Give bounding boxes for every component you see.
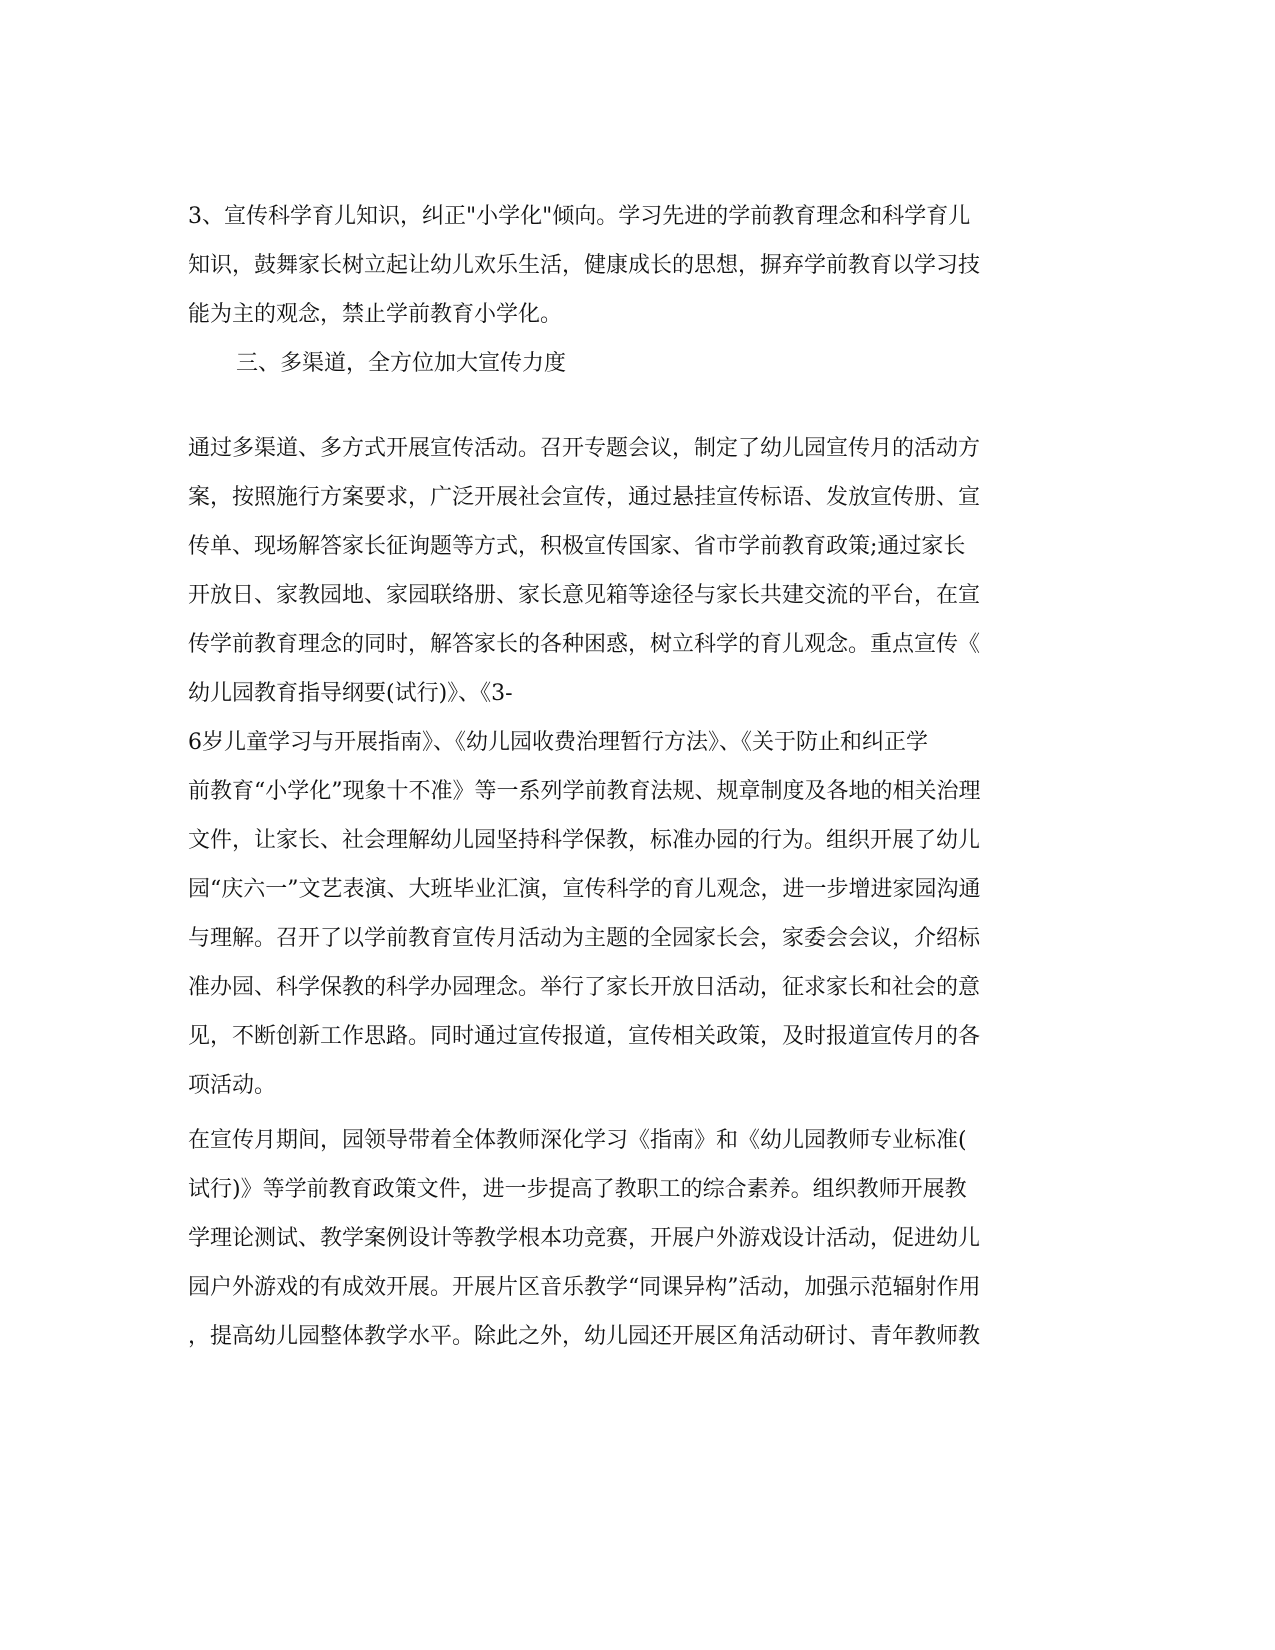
text-line: 园“庆六一”文艺表演、大班毕业汇演，宣传科学的育儿观念，进一步增进家园沟通 <box>188 877 981 902</box>
text-line: 在宣传月期间，园领导带着全体教师深化学习《指南》和《幼儿园教师专业标准( <box>188 1128 967 1153</box>
paragraph-childcare-knowledge <box>188 192 1088 339</box>
text-line: 见，不断创新工作思路。同时通过宣传报道，宣传相关政策，及时报道宣传月的各 <box>188 1024 981 1049</box>
text-line: 文件，让家长、社会理解幼儿园坚持科学保教，标准办园的行为。组织开展了幼儿 <box>188 828 981 853</box>
section-heading-text: 三、多渠道，全方位加大宣传力度 <box>236 351 567 376</box>
text-line: 通过多渠道、多方式开展宣传活动。召开专题会议，制定了幼儿园宣传月的活动方 <box>188 436 981 461</box>
text-line: 知识，鼓舞家长树立起让幼儿欢乐生活，健康成长的思想，摒弃学前教育以学习技 <box>188 253 981 278</box>
text-line: 案，按照施行方案要求，广泛开展社会宣传，通过悬挂宣传标语、发放宣传册、宣 <box>188 485 981 510</box>
text-line: 传学前教育理念的同时，解答家长的各种困惑，树立科学的育儿观念。重点宣传《 <box>188 632 981 657</box>
text-line: 前教育“小学化”现象十不准》等一系列学前教育法规、规章制度及各地的相关治理 <box>188 779 981 804</box>
text-line: 3、宣传科学育儿知识，纠正"小学化"倾向。学习先进的学前教育理念和科学育儿 <box>188 204 971 229</box>
text-line: 项活动。 <box>188 1073 277 1098</box>
text-line: 能为主的观念，禁止学前教育小学化。 <box>188 302 563 327</box>
text-line: 6岁儿童学习与开展指南》、《幼儿园收费治理暂行方法》、《关于防止和纠正学 <box>188 730 928 755</box>
text-line: 园户外游戏的有成效开展。开展片区音乐教学“同课异构”活动，加强示范辐射作用 <box>188 1275 981 1300</box>
text-line: 试行)》等学前教育政策文件，进一步提高了教职工的综合素养。组织教师开展教 <box>188 1177 967 1202</box>
text-line: 学理论测试、教学案例设计等教学根本功竞赛，开展户外游戏设计活动，促进幼儿 <box>188 1226 981 1251</box>
paragraph-publicity-activities <box>188 424 1088 1110</box>
section-heading <box>188 339 1088 388</box>
text-line: ，提高幼儿园整体教学水平。除此之外，幼儿园还开展区角活动研讨、青年教师教 <box>188 1324 981 1349</box>
text-line: 幼儿园教育指导纲要(试行)》、《3- <box>188 681 513 706</box>
paragraph-teacher-training <box>188 1116 1088 1361</box>
text-line: 准办园、科学保教的科学办园理念。举行了家长开放日活动，征求家长和社会的意 <box>188 975 981 1000</box>
text-line: 与理解。召开了以学前教育宣传月活动为主题的全园家长会，家委会会议，介绍标 <box>188 926 981 951</box>
text-line: 开放日、家教园地、家园联络册、家长意见箱等途径与家长共建交流的平台，在宣 <box>188 583 981 608</box>
text-line: 传单、现场解答家长征询题等方式，积极宣传国家、省市学前教育政策;通过家长 <box>188 534 966 559</box>
